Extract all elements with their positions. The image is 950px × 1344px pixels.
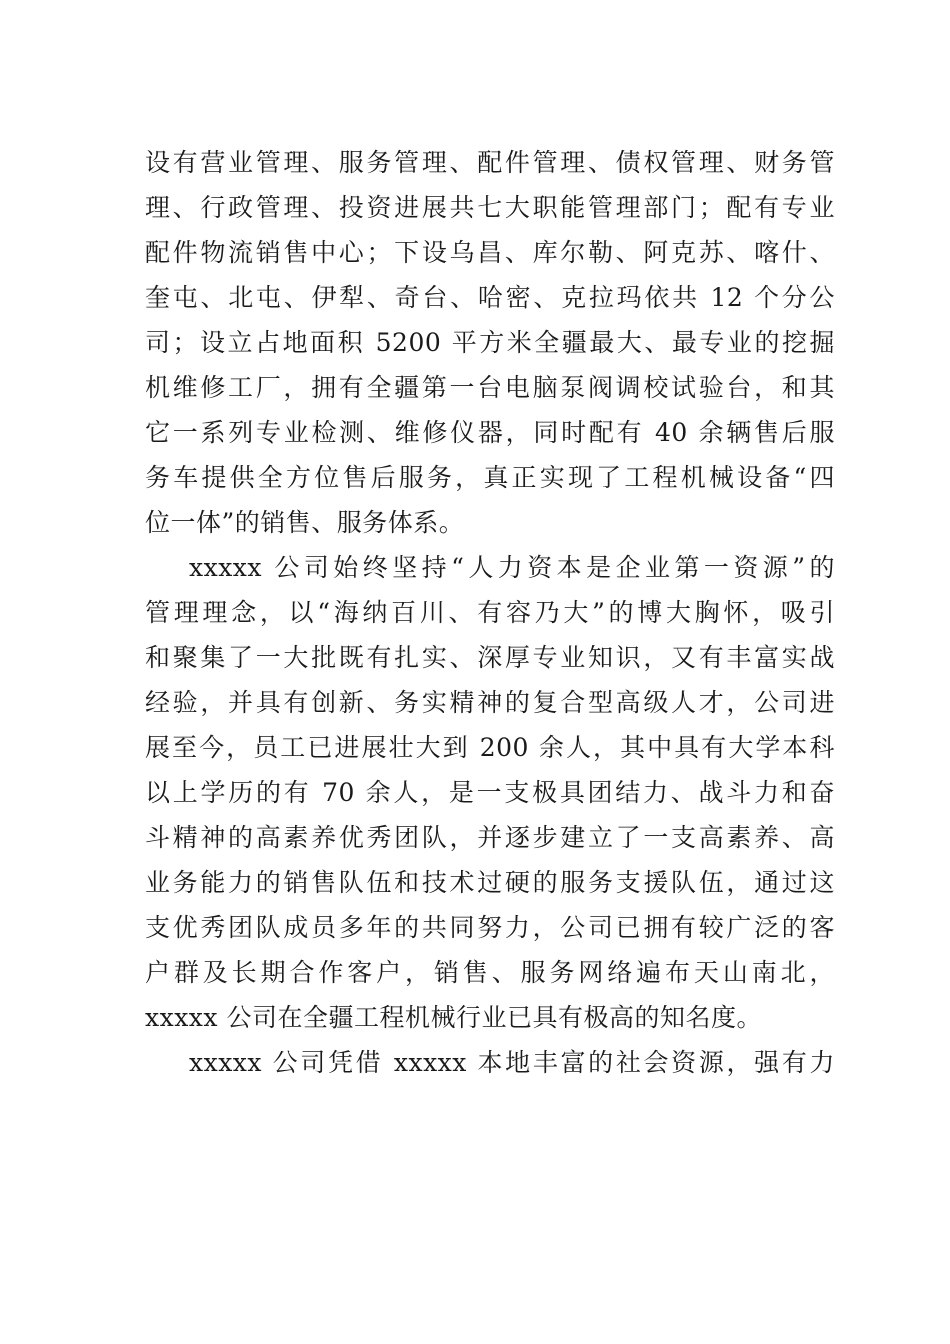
text-line: 配件物流销售中心；下设乌昌、库尔勒、阿克苏、喀什、 [145, 238, 835, 267]
text-line: 它一系列专业检测、维修仪器，同时配有 40 余辆售后服 [145, 418, 835, 447]
text-line: 展至今，员工已进展壮大到 200 余人，其中具有大学本科 [145, 733, 835, 762]
text-line: 司；设立占地面积 5200 平方米全疆最大、最专业的挖掘 [145, 328, 835, 357]
text-line: 和聚集了一大批既有扎实、深厚专业知识，又有丰富实战 [145, 643, 835, 672]
text-line: 以上学历的有 70 余人，是一支极具团结力、战斗力和奋 [145, 778, 835, 807]
text-line: 机维修工厂，拥有全疆第一台电脑泵阀调校试验台，和其 [145, 373, 835, 402]
text-line: 支优秀团队成员多年的共同努力，公司已拥有较广泛的客 [145, 913, 835, 942]
text-line: 理、行政管理、投资进展共七大职能管理部门；配有专业 [145, 193, 835, 222]
text-line: xxxxx 公司在全疆工程机械行业已具有极高的知名度。 [145, 1003, 762, 1032]
text-line: 务车提供全方位售后服务，真正实现了工程机械设备“四 [145, 463, 835, 492]
text-line: 业务能力的销售队伍和技术过硬的服务支援队伍，通过这 [145, 868, 835, 897]
text-line: 经验，并具有创新、务实精神的复合型高级人才，公司进 [145, 688, 835, 717]
text-line: 斗精神的高素养优秀团队，并逐步建立了一支高素养、高 [145, 823, 835, 852]
text-line: xxxxx 公司始终坚持“人力资本是企业第一资源”的 [189, 553, 835, 582]
text-line: xxxxx 公司凭借 xxxxx 本地丰富的社会资源，强有力 [189, 1048, 835, 1077]
text-line: 奎屯、北屯、伊犁、奇台、哈密、克拉玛依共 12 个分公 [145, 283, 835, 312]
text-line: 设有营业管理、服务管理、配件管理、债权管理、财务管 [145, 148, 835, 177]
text-line: 管理理念，以“海纳百川、有容乃大”的博大胸怀，吸引 [145, 598, 835, 627]
body-text [145, 140, 835, 1085]
text-line: 户群及长期合作客户，销售、服务网络遍布天山南北， [145, 958, 835, 987]
text-line: 位一体”的销售、服务体系。 [145, 508, 465, 537]
